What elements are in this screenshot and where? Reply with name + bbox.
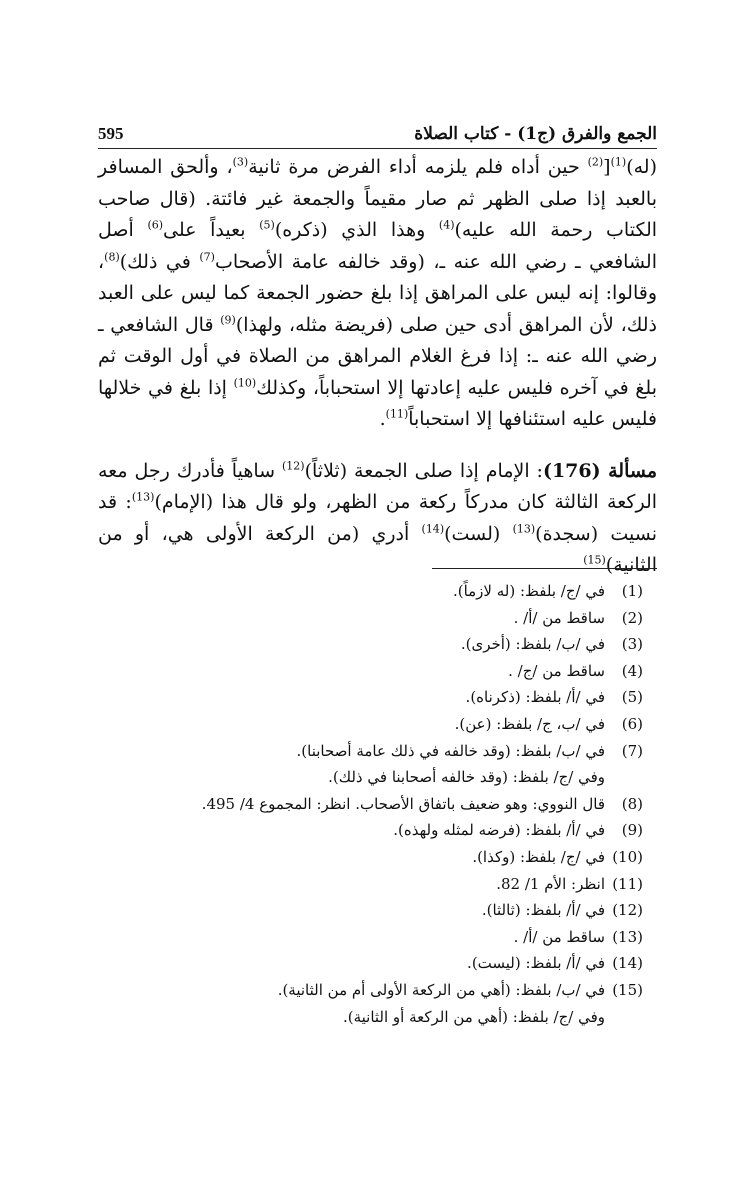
footnote-ref: (14) — [421, 522, 445, 536]
footnote-ref: (4) — [438, 218, 455, 232]
footnote: (7) في /ب/ بلفظ: (وقد خالفه في ذلك عامة أصحابنا). — [296, 741, 643, 760]
running-header — [98, 112, 657, 149]
footnote-continuation: وفي /ج/ بلفظ: (وقد خالفه أصحابنا في ذلك). — [328, 768, 605, 787]
page-number: 595 — [98, 124, 124, 143]
masala-label: مسألة (176) — [542, 459, 658, 482]
footnote: (6) في /ب، ج/ بلفظ: (عن). — [454, 714, 643, 733]
footnote: (8) قال النووي: وهو ضعيف باتفاق الأصحاب. انظر: المجموع 4/ 495. — [201, 794, 643, 813]
main-text — [98, 152, 657, 582]
footnote: (3) في /ب/ بلفظ: (أخرى). — [460, 635, 643, 654]
footnote: (4) ساقط من /ج/ . — [508, 661, 643, 680]
footnote: (15) في /ب/ بلفظ: (أهي من الركعة الأولى أم من الثانية). — [277, 980, 643, 999]
footnote-continuation: وفي /ج/ بلفظ: (أهي من الركعة أو الثانية). — [342, 1007, 605, 1026]
footnote-ref: (1) — [610, 155, 627, 169]
paragraph-masala-176: مسألة (176): الإمام إذا صلى الجمعة (ثلاثاً)$^{(12)}$ ساهياً فأدرك رجل معه الركعة الثالثة كان مدركاً ركعة من الظهر، ولو قال هذا (الإمام)$^{(13)}$: قد نسيت (سجدة)$^{(13)}$ (لست)$^{(14)}$ أدري (من الركعة الأولى هي، أو من الثانية)$^{(15)}$ — [98, 459, 658, 576]
footnote: (9) في /أ/ بلفظ: (فرضه لمثله ولهذه). — [393, 821, 643, 840]
footnote-ref: (5) — [259, 218, 275, 232]
footnote-separator — [432, 568, 657, 569]
footnote: (5) في /أ/ بلفظ: (ذكرناه). — [465, 688, 643, 707]
footnote: (13) ساقط من /أ/ . — [513, 927, 643, 946]
footnote: (2) ساقط من /أ/ . — [513, 608, 643, 627]
footnote-ref: (2) — [587, 155, 604, 169]
footnote: (14) في /أ/ بلفظ: (ليست). — [467, 954, 643, 973]
footnote-ref: (9) — [220, 313, 236, 327]
footnote-ref: (7) — [199, 250, 215, 264]
footnote-ref: (3) — [232, 155, 249, 169]
footnote: (10) في /ج/ بلفظ: (وكذا). — [472, 847, 643, 866]
footnote: (12) في /أ/ بلفظ: (ثالثا). — [481, 901, 643, 920]
footnote-ref: (11) — [385, 407, 409, 421]
footnote-ref: (13) — [131, 490, 155, 504]
footnote-ref: (8) — [104, 250, 120, 264]
footnote-ref: (13) — [512, 522, 536, 536]
footnotes — [98, 578, 657, 1030]
footnote-ref: (12) — [281, 459, 305, 473]
paragraph-1: (له)$^{(1)}$[$^{(2)}$ حين أداه فلم يلزمه أداء الفرض مرة ثانية$^{(3)}$، وألحق المسافر بالعبد إذا صلى الظهر ثم صار مقيماً والجمعة غير فائتة. (قال صاحب الكتاب رحمة الله عليه)$^{(4)}$ وهذا الذي (ذكره)$^{(5)}$ بعيداً على$^{(6)}$ أصل الشافعي ـ رضي الله عنه ـ، (وقد خالفه عامة الأصحاب$^{(7)}$ في ذلك)$^{(8)}$، وقالوا: إنه ليس على المراهق إذا بلغ حضور الجمعة كما ليس على العبد ذلك، لأن المراهق أدى حين صلى (فريضة مثله، ولهذا)$^{(9)}$ قال الشافعي ـ رضي الله عنه ـ: إذا فرغ الغلام المراهق من الصلاة في أول الوقت ثم بلغ في آخره فليس عليه إعادتها إلا استحباباً، وكذلك$^{(10)}$ إذا بلغ في خلالها فليس عليه استئنافها إلا استحباباً$^{(11)}$. — [98, 155, 658, 430]
footnote-ref: (15) — [583, 553, 606, 567]
header-title: الجمع والفرق (ج1) - كتاب الصلاة — [414, 124, 657, 144]
footnote: (1) في /ج/ بلفظ: (له لازماً). — [452, 582, 643, 600]
footnote: (11) انظر: الأم 1/ 82. — [496, 874, 643, 893]
footnote-ref: (10) — [233, 376, 257, 390]
footnote-ref: (6) — [147, 218, 164, 232]
